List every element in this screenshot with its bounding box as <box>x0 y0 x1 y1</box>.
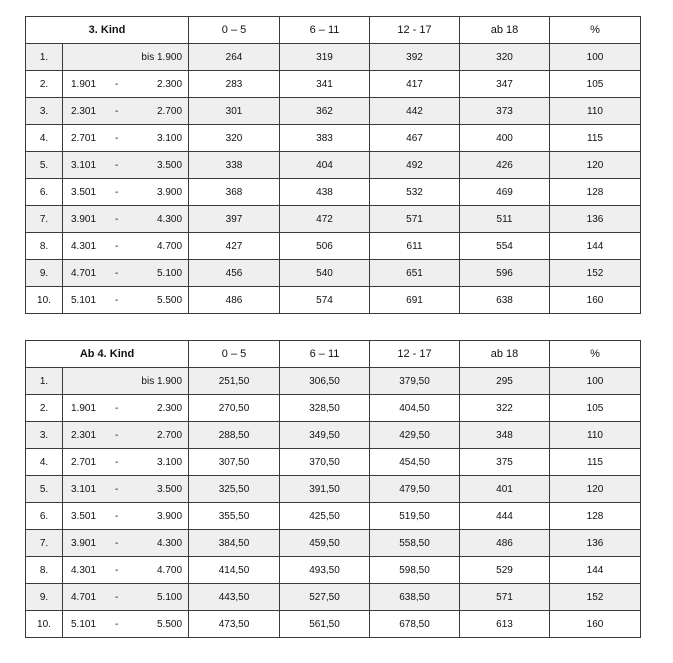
table-row <box>26 395 641 422</box>
income-range <box>63 287 189 314</box>
value-age-6-11: 506 <box>280 233 370 260</box>
range-dash: - <box>115 618 119 630</box>
value-age-6-11: 383 <box>280 125 370 152</box>
range-dash: - <box>115 186 119 198</box>
row-number: 7. <box>26 206 63 233</box>
range-to: 3.500 <box>156 483 183 495</box>
table-3-kind <box>25 16 641 314</box>
value-age-12-17: 479,50 <box>370 476 460 503</box>
value-age-12-17: 651 <box>370 260 460 287</box>
value-age-12-17: 442 <box>370 98 460 125</box>
range-to: 3.500 <box>156 159 183 171</box>
value-age-12-17: 492 <box>370 152 460 179</box>
range-to: 4.700 <box>156 240 183 252</box>
value-age-12-17: 678,50 <box>370 611 460 638</box>
range-from: 3.101 <box>71 159 97 171</box>
value-percent: 144 <box>550 557 641 584</box>
table-row <box>26 125 641 152</box>
value-age-ab-18: 347 <box>460 71 550 98</box>
table-title: 3. Kind <box>26 17 189 44</box>
value-age-ab-18: 469 <box>460 179 550 206</box>
value-age-ab-18: 401 <box>460 476 550 503</box>
row-number: 2. <box>26 395 63 422</box>
table-row <box>26 206 641 233</box>
value-age-6-11: 306,50 <box>280 368 370 395</box>
income-range <box>63 584 189 611</box>
value-age-0-5: 456 <box>189 260 280 287</box>
value-age-6-11: 425,50 <box>280 503 370 530</box>
table-row <box>26 368 641 395</box>
income-range <box>63 449 189 476</box>
header-age-ab-18: ab 18 <box>460 17 550 44</box>
value-age-0-5: 384,50 <box>189 530 280 557</box>
row-number: 3. <box>26 422 63 449</box>
value-age-ab-18: 613 <box>460 611 550 638</box>
table-row <box>26 179 641 206</box>
row-number: 6. <box>26 503 63 530</box>
value-age-0-5: 320 <box>189 125 280 152</box>
range-from: 1.901 <box>71 402 97 414</box>
range-dash: - <box>115 240 119 252</box>
range-dash: - <box>115 483 119 495</box>
range-from: 4.301 <box>71 240 97 252</box>
table-row <box>26 476 641 503</box>
range-to: 5.500 <box>156 294 183 306</box>
row-number: 5. <box>26 152 63 179</box>
value-age-0-5: 264 <box>189 44 280 71</box>
income-range <box>63 71 189 98</box>
value-age-6-11: 527,50 <box>280 584 370 611</box>
range-to: 3.100 <box>156 456 183 468</box>
value-age-0-5: 414,50 <box>189 557 280 584</box>
income-range <box>63 503 189 530</box>
value-age-12-17: 454,50 <box>370 449 460 476</box>
range-to: 2.700 <box>156 105 183 117</box>
header-percent: % <box>550 17 641 44</box>
value-age-6-11: 391,50 <box>280 476 370 503</box>
value-percent: 115 <box>550 125 641 152</box>
range-dash: - <box>115 510 119 522</box>
value-age-6-11: 472 <box>280 206 370 233</box>
range-dash: - <box>115 591 119 603</box>
range-to: 5.100 <box>156 267 183 279</box>
value-percent: 128 <box>550 179 641 206</box>
value-age-12-17: 558,50 <box>370 530 460 557</box>
income-range <box>63 152 189 179</box>
value-age-ab-18: 486 <box>460 530 550 557</box>
row-number: 10. <box>26 287 63 314</box>
income-range <box>63 557 189 584</box>
range-from: 2.301 <box>71 105 97 117</box>
row-number: 1. <box>26 368 63 395</box>
income-range <box>63 44 189 71</box>
income-range <box>63 233 189 260</box>
row-number: 7. <box>26 530 63 557</box>
value-age-0-5: 283 <box>189 71 280 98</box>
value-age-0-5: 251,50 <box>189 368 280 395</box>
income-range <box>63 530 189 557</box>
value-age-ab-18: 554 <box>460 233 550 260</box>
value-age-0-5: 270,50 <box>189 395 280 422</box>
value-age-ab-18: 596 <box>460 260 550 287</box>
value-percent: 100 <box>550 44 641 71</box>
income-range <box>63 98 189 125</box>
header-percent: % <box>550 341 641 368</box>
value-age-0-5: 486 <box>189 287 280 314</box>
range-dash: - <box>115 429 119 441</box>
value-age-ab-18: 426 <box>460 152 550 179</box>
range-from: 3.501 <box>71 510 97 522</box>
range-dash: - <box>115 456 119 468</box>
value-percent: 136 <box>550 206 641 233</box>
table-row <box>26 611 641 638</box>
income-range <box>63 422 189 449</box>
header-age-0-5: 0 – 5 <box>189 341 280 368</box>
range-to: bis 1.900 <box>141 375 183 387</box>
value-percent: 136 <box>550 530 641 557</box>
value-age-6-11: 493,50 <box>280 557 370 584</box>
value-percent: 152 <box>550 584 641 611</box>
range-to: 4.300 <box>156 213 183 225</box>
income-range <box>63 179 189 206</box>
table-row <box>26 449 641 476</box>
value-age-12-17: 392 <box>370 44 460 71</box>
value-age-ab-18: 348 <box>460 422 550 449</box>
value-age-ab-18: 295 <box>460 368 550 395</box>
value-age-0-5: 338 <box>189 152 280 179</box>
range-dash: - <box>115 294 119 306</box>
range-from: 4.301 <box>71 564 97 576</box>
range-from: 3.501 <box>71 186 97 198</box>
value-age-0-5: 427 <box>189 233 280 260</box>
income-range <box>63 206 189 233</box>
header-row <box>26 341 641 368</box>
table-row <box>26 287 641 314</box>
income-range <box>63 125 189 152</box>
value-age-6-11: 341 <box>280 71 370 98</box>
row-number: 1. <box>26 44 63 71</box>
value-percent: 115 <box>550 449 641 476</box>
value-age-0-5: 288,50 <box>189 422 280 449</box>
value-age-12-17: 571 <box>370 206 460 233</box>
range-dash: - <box>115 564 119 576</box>
range-to: 5.500 <box>156 618 183 630</box>
value-age-6-11: 319 <box>280 44 370 71</box>
value-age-0-5: 397 <box>189 206 280 233</box>
value-age-6-11: 561,50 <box>280 611 370 638</box>
value-age-12-17: 417 <box>370 71 460 98</box>
row-number: 8. <box>26 557 63 584</box>
range-from: 4.701 <box>71 267 97 279</box>
value-percent: 120 <box>550 476 641 503</box>
range-dash: - <box>115 537 119 549</box>
value-age-6-11: 438 <box>280 179 370 206</box>
value-age-ab-18: 322 <box>460 395 550 422</box>
income-range <box>63 611 189 638</box>
table-row <box>26 584 641 611</box>
value-age-ab-18: 638 <box>460 287 550 314</box>
row-number: 2. <box>26 71 63 98</box>
range-from: 1.901 <box>71 78 97 90</box>
value-age-12-17: 691 <box>370 287 460 314</box>
table-row <box>26 260 641 287</box>
range-to: 4.700 <box>156 564 183 576</box>
range-dash: - <box>115 267 119 279</box>
value-percent: 160 <box>550 287 641 314</box>
row-number: 4. <box>26 125 63 152</box>
range-dash: - <box>115 213 119 225</box>
table-row <box>26 98 641 125</box>
table-ab-4-kind <box>25 340 641 638</box>
value-percent: 120 <box>550 152 641 179</box>
table-row <box>26 422 641 449</box>
value-age-0-5: 473,50 <box>189 611 280 638</box>
value-age-ab-18: 373 <box>460 98 550 125</box>
row-number: 8. <box>26 233 63 260</box>
row-number: 9. <box>26 584 63 611</box>
value-age-ab-18: 529 <box>460 557 550 584</box>
range-dash: - <box>115 402 119 414</box>
value-age-12-17: 467 <box>370 125 460 152</box>
range-to: 3.900 <box>156 186 183 198</box>
table-row <box>26 152 641 179</box>
range-to: 5.100 <box>156 591 183 603</box>
value-percent: 152 <box>550 260 641 287</box>
value-age-12-17: 519,50 <box>370 503 460 530</box>
value-percent: 144 <box>550 233 641 260</box>
range-to: 3.900 <box>156 510 183 522</box>
value-age-12-17: 611 <box>370 233 460 260</box>
value-age-12-17: 404,50 <box>370 395 460 422</box>
value-age-12-17: 598,50 <box>370 557 460 584</box>
range-from: 3.101 <box>71 483 97 495</box>
range-dash: - <box>115 159 119 171</box>
header-age-6-11: 6 – 11 <box>280 17 370 44</box>
value-age-6-11: 404 <box>280 152 370 179</box>
row-number: 4. <box>26 449 63 476</box>
header-age-0-5: 0 – 5 <box>189 17 280 44</box>
row-number: 9. <box>26 260 63 287</box>
value-percent: 160 <box>550 611 641 638</box>
range-to: bis 1.900 <box>141 51 183 63</box>
value-age-6-11: 328,50 <box>280 395 370 422</box>
range-from: 4.701 <box>71 591 97 603</box>
value-age-0-5: 307,50 <box>189 449 280 476</box>
value-age-6-11: 349,50 <box>280 422 370 449</box>
value-age-ab-18: 320 <box>460 44 550 71</box>
table-row <box>26 233 641 260</box>
range-dash: - <box>115 78 119 90</box>
header-age-12-17: 12 - 17 <box>370 341 460 368</box>
row-number: 3. <box>26 98 63 125</box>
table-row <box>26 557 641 584</box>
income-range <box>63 368 189 395</box>
income-range <box>63 476 189 503</box>
range-from: 5.101 <box>71 294 97 306</box>
table-row <box>26 530 641 557</box>
value-age-ab-18: 400 <box>460 125 550 152</box>
row-number: 5. <box>26 476 63 503</box>
value-age-ab-18: 375 <box>460 449 550 476</box>
range-from: 2.701 <box>71 132 97 144</box>
value-age-12-17: 379,50 <box>370 368 460 395</box>
table-row <box>26 503 641 530</box>
range-to: 4.300 <box>156 537 183 549</box>
table-row <box>26 44 641 71</box>
value-age-12-17: 429,50 <box>370 422 460 449</box>
value-age-6-11: 459,50 <box>280 530 370 557</box>
value-age-ab-18: 511 <box>460 206 550 233</box>
table-row <box>26 71 641 98</box>
range-to: 2.700 <box>156 429 183 441</box>
value-age-12-17: 638,50 <box>370 584 460 611</box>
table-title: Ab 4. Kind <box>26 341 189 368</box>
income-range <box>63 395 189 422</box>
range-from: 3.901 <box>71 537 97 549</box>
range-dash: - <box>115 132 119 144</box>
value-age-0-5: 443,50 <box>189 584 280 611</box>
row-number: 6. <box>26 179 63 206</box>
row-number: 10. <box>26 611 63 638</box>
value-percent: 100 <box>550 368 641 395</box>
value-percent: 105 <box>550 71 641 98</box>
value-age-6-11: 540 <box>280 260 370 287</box>
value-age-6-11: 362 <box>280 98 370 125</box>
value-age-ab-18: 444 <box>460 503 550 530</box>
value-age-12-17: 532 <box>370 179 460 206</box>
range-to: 2.300 <box>156 78 183 90</box>
range-from: 3.901 <box>71 213 97 225</box>
header-row <box>26 17 641 44</box>
value-percent: 128 <box>550 503 641 530</box>
value-age-0-5: 368 <box>189 179 280 206</box>
header-age-12-17: 12 - 17 <box>370 17 460 44</box>
value-age-ab-18: 571 <box>460 584 550 611</box>
value-age-0-5: 325,50 <box>189 476 280 503</box>
value-age-0-5: 301 <box>189 98 280 125</box>
value-age-6-11: 370,50 <box>280 449 370 476</box>
range-to: 3.100 <box>156 132 183 144</box>
header-age-6-11: 6 – 11 <box>280 341 370 368</box>
range-dash: - <box>115 105 119 117</box>
value-age-6-11: 574 <box>280 287 370 314</box>
value-percent: 110 <box>550 98 641 125</box>
income-range <box>63 260 189 287</box>
range-from: 2.301 <box>71 429 97 441</box>
header-age-ab-18: ab 18 <box>460 341 550 368</box>
value-percent: 110 <box>550 422 641 449</box>
range-to: 2.300 <box>156 402 183 414</box>
value-percent: 105 <box>550 395 641 422</box>
range-from: 2.701 <box>71 456 97 468</box>
value-age-0-5: 355,50 <box>189 503 280 530</box>
range-from: 5.101 <box>71 618 97 630</box>
